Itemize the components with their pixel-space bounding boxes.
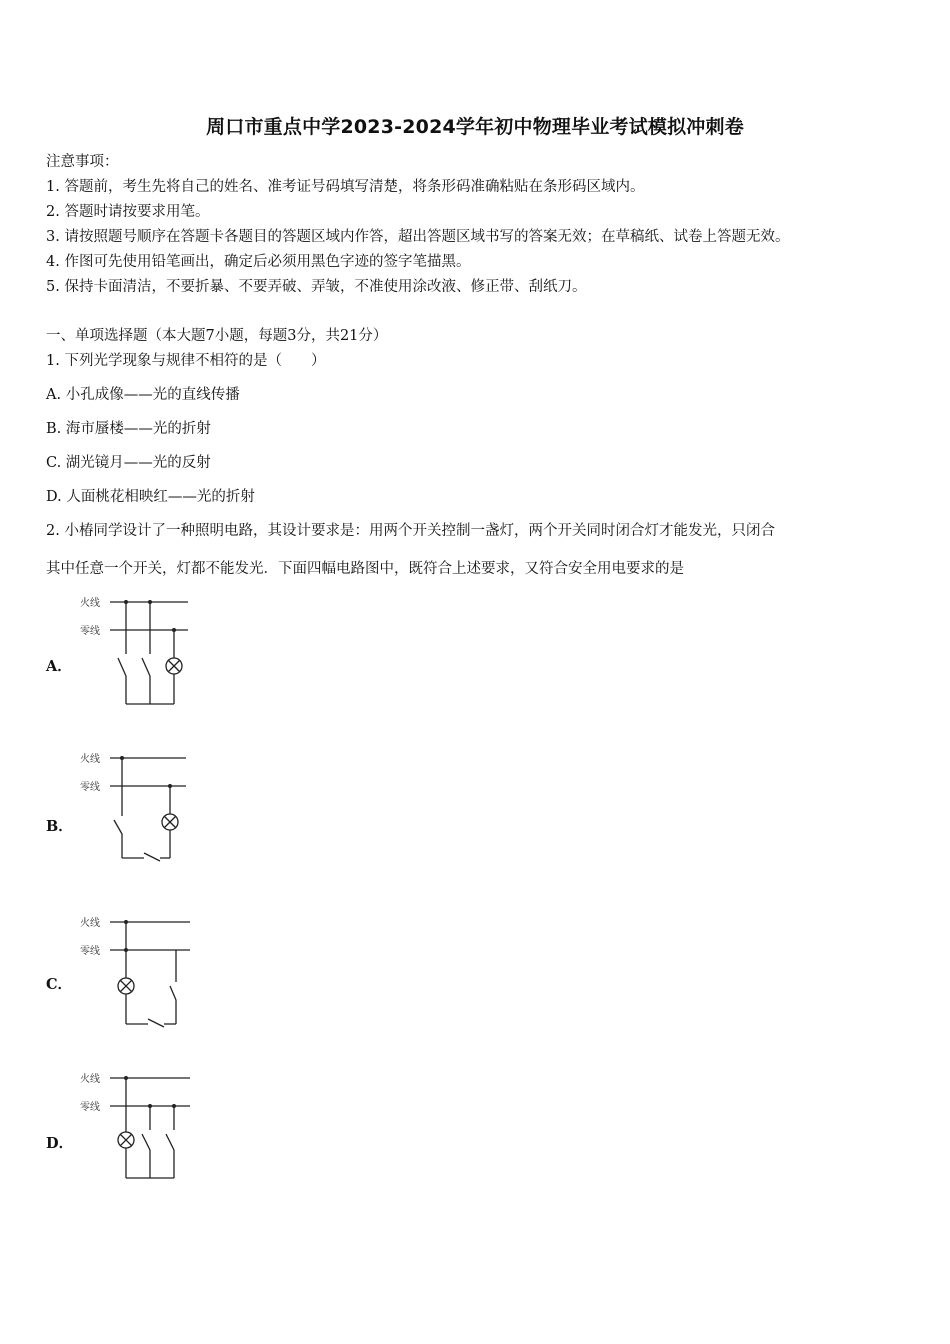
notice-item-4: 4. 作图可先使用铅笔画出，确定后必须用黑色字迹的签字笔描黑。: [46, 254, 471, 270]
section-heading: 一、单项选择题（本大题7小题，每题3分，共21分）: [46, 328, 388, 344]
live-wire-label: 火线: [80, 918, 100, 929]
q1-option-b: B. 海市蜃楼——光的折射: [46, 421, 211, 437]
page-title: 周口市重点中学2023-2024学年初中物理毕业考试模拟冲刺卷: [206, 116, 744, 138]
live-wire-label: 火线: [80, 1074, 100, 1085]
q2-stem-line1: 2. 小椿同学设计了一种照明电路，其设计要求是：用两个开关控制一盏灯，两个开关同时闭合灯才能发光，只闭合: [46, 523, 775, 539]
q1-option-a: A. 小孔成像——光的直线传播: [46, 387, 240, 403]
neutral-wire-label: 零线: [80, 626, 100, 637]
circuit-diagram-c: [78, 912, 198, 1032]
neutral-wire-label: 零线: [80, 946, 100, 957]
q2-option-a-label: A．: [46, 658, 72, 675]
q1-option-d: D. 人面桃花相映红——光的折射: [46, 489, 255, 505]
notice-item-2: 2. 答题时请按要求用笔。: [46, 204, 210, 220]
notice-item-5: 5. 保持卡面清洁，不要折暴、不要弄破、弄皱，不准使用涂改液、修正带、刮纸刀。: [46, 279, 587, 295]
live-wire-label: 火线: [80, 754, 100, 765]
neutral-wire-label: 零线: [80, 782, 100, 793]
q2-option-b-label: B．: [46, 818, 73, 835]
notice-item-3: 3. 请按照题号顺序在答题卡各题目的答题区域内作答，超出答题区域书写的答案无效；在草稿纸、试卷上答题无效。: [46, 229, 790, 245]
notice-item-1: 1. 答题前，考生先将自己的姓名、准考证号码填写清楚，将条形码准确粘贴在条形码区域内。: [46, 179, 645, 195]
q2-stem-line2: 其中任意一个开关，灯都不能发光．下面四幅电路图中，既符合上述要求，又符合安全用电要求的是: [46, 561, 684, 577]
live-wire-label: 火线: [80, 598, 100, 609]
neutral-wire-label: 零线: [80, 1102, 100, 1113]
circuit-diagram-d: [78, 1068, 198, 1188]
circuit-diagram-b: [78, 748, 198, 868]
circuit-diagram-a: [78, 592, 198, 712]
notice-heading: 注意事项：: [46, 154, 119, 170]
q2-option-c-label: C．: [46, 976, 73, 993]
q2-option-d-label: D．: [46, 1135, 74, 1152]
q1-stem: 1. 下列光学现象与规律不相符的是（ ）: [46, 353, 326, 369]
q1-option-c: C. 湖光镜月——光的反射: [46, 455, 211, 471]
